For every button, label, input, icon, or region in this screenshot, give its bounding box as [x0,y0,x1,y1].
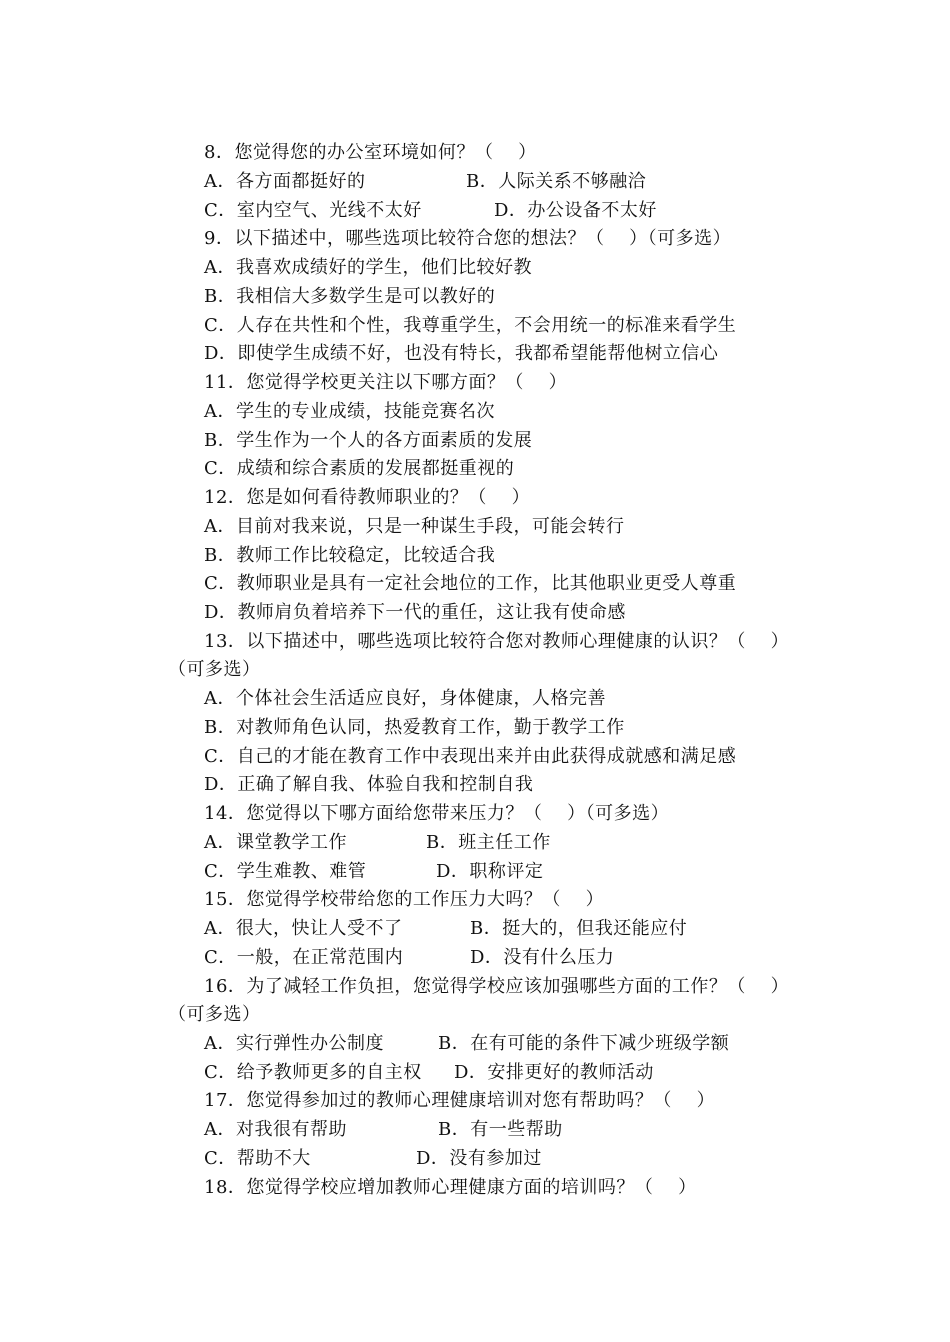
question-16: 16．为了减轻工作负担，您觉得学校应该加强哪些方面的工作？（ ） [204,976,790,997]
option-a: A．个体社会生活适应良好，身体健康，人格完善 [204,688,606,709]
option-d: D．没有什么压力 [470,947,615,968]
option-d: D．没有参加过 [416,1148,542,1169]
option-b: B．我相信大多数学生是可以教好的 [204,286,496,307]
option-a: A．对我很有帮助 [204,1119,347,1140]
option-row [204,1147,542,1171]
option-c: C．帮助不大 [204,1148,311,1169]
question-12: 12．您是如何看待教师职业的？（ ） [204,487,531,508]
option-a: A．目前对我来说，只是一种谋生手段，可能会转行 [204,516,625,537]
option-row [204,831,551,855]
question-16-continuation: （可多选） [168,1004,261,1025]
option-row [204,1061,654,1085]
option-b: B．挺大的，但我还能应付 [470,918,688,939]
question-14: 14．您觉得以下哪方面给您带来压力？（ ）（可多选） [204,803,670,824]
question-11: 11．您觉得学校更关注以下哪方面？（ ） [204,372,568,393]
option-b: B．人际关系不够融洽 [466,171,647,192]
question-18: 18．您觉得学校应增加教师心理健康方面的培训吗？（ ） [204,1177,697,1198]
option-c: C．人存在共性和个性，我尊重学生，不会用统一的标准来看学生 [204,315,737,336]
option-a: A．各方面都挺好的 [204,171,366,192]
option-a: A．课堂教学工作 [204,832,347,853]
question-9: 9．以下描述中，哪些选项比较符合您的想法？（ ）（可多选） [204,228,732,249]
option-a: A．学生的专业成绩，技能竞赛名次 [204,401,495,422]
option-a: A．很大，快让人受不了 [204,918,403,939]
option-c: C．学生难教、难管 [204,861,367,882]
option-c: C．自己的才能在教育工作中表现出来并由此获得成就感和满足感 [204,746,737,767]
option-d: D．教师肩负着培养下一代的重任，这让我有使命感 [204,602,626,623]
option-b: B．对教师角色认同，热爱教育工作，勤于教学工作 [204,717,625,738]
option-d: D．安排更好的教师活动 [454,1062,654,1083]
option-row [204,917,688,941]
option-row [204,199,657,223]
question-17: 17．您觉得参加过的教师心理健康培训对您有帮助吗？（ ） [204,1090,716,1111]
option-d: D．办公设备不太好 [494,200,657,221]
question-8: 8．您觉得您的办公室环境如何？（ ） [204,142,537,163]
option-row [204,170,647,194]
question-15: 15．您觉得学校带给您的工作压力大吗？（ ） [204,889,605,910]
option-b: B．班主任工作 [426,832,551,853]
question-13-continuation: （可多选） [168,659,261,680]
option-a: A．我喜欢成绩好的学生，他们比较好教 [204,257,532,278]
option-c: C．室内空气、光线不太好 [204,200,422,221]
option-d: D．即使学生成绩不好，也没有特长，我都希望能帮他树立信心 [204,343,719,364]
option-b: B．学生作为一个人的各方面素质的发展 [204,430,533,451]
option-c: C．教师职业是具有一定社会地位的工作，比其他职业更受人尊重 [204,573,737,594]
option-d: D．职称评定 [436,861,544,882]
question-13: 13．以下描述中，哪些选项比较符合您对教师心理健康的认识？（ ） [204,631,790,652]
option-b: B．教师工作比较稳定，比较适合我 [204,545,496,566]
option-b: B．有一些帮助 [438,1119,563,1140]
option-c: C．给予教师更多的自主权 [204,1062,422,1083]
option-c: C．一般，在正常范围内 [204,947,404,968]
option-row [204,1032,730,1056]
option-c: C．成绩和综合素质的发展都挺重视的 [204,458,515,479]
option-a: A．实行弹性办公制度 [204,1033,384,1054]
option-b: B．在有可能的条件下减少班级学额 [438,1033,730,1054]
option-row [204,1118,563,1142]
option-row [204,860,544,884]
option-d: D．正确了解自我、体验自我和控制自我 [204,774,534,795]
option-row [204,946,615,970]
